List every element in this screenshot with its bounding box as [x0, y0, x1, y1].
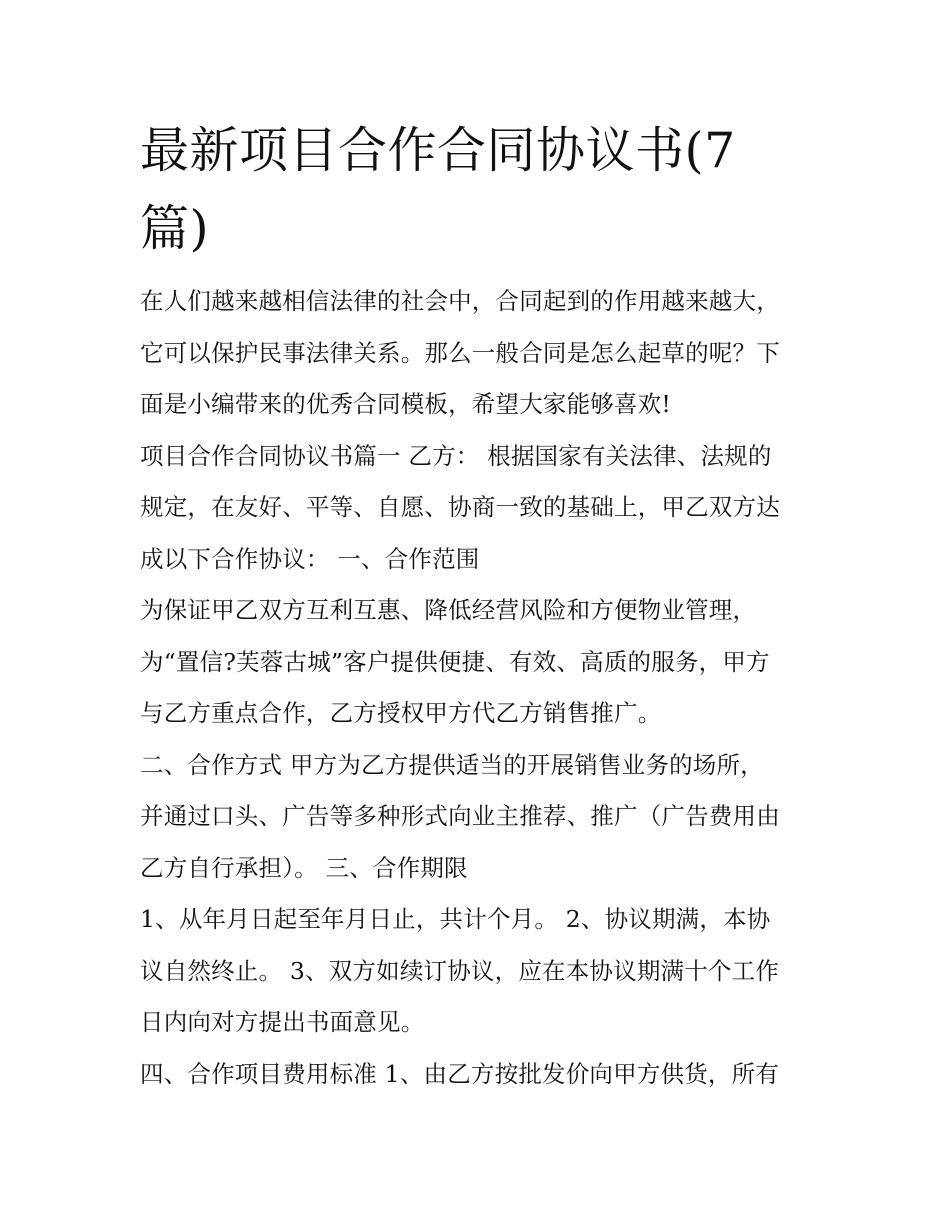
body-line: 1、从年月日起至年月日止，共计个月。 2、协议期满，本协 — [140, 905, 771, 933]
body-line: 在人们越来越相信法律的社会中，合同起到的作用越来越大， — [140, 287, 780, 315]
document-body — [140, 276, 820, 1100]
body-line: 四、合作项目费用标准 1、由乙方按批发价向甲方供货，所有 — [140, 1059, 780, 1088]
body-line: 二、合作方式 甲方为乙方提供适当的开展销售业务的场所， — [140, 750, 764, 779]
body-line: 日内向对方提出书面意见。 — [140, 1008, 425, 1036]
title-line-2: 篇) — [140, 200, 210, 257]
body-line: 成以下合作协议： 一、合作范围 — [140, 544, 480, 573]
body-line: 规定，在友好、平等、自愿、协商一致的基础上，甲乙双方达 — [140, 493, 780, 521]
body-line: 为保证甲乙双方互利互惠、降低经营风险和方便物业管理， — [140, 596, 757, 624]
document-title — [140, 112, 780, 268]
body-line: 议自然终止。 3、双方如续订协议，应在本协议期满十个工作 — [140, 956, 780, 985]
body-line: 乙方自行承担）。 三、合作期限 — [140, 853, 468, 882]
body-line: 项目合作合同协议书篇一 乙方： 根据国家有关法律、法规的 — [140, 441, 772, 470]
body-line: 面是小编带来的优秀合同模板，希望大家能够喜欢! — [140, 390, 672, 418]
body-line: 它可以保护民事法律关系。那么一般合同是怎么起草的呢？下 — [140, 338, 780, 367]
title-line-1: 最新项目合作合同协议书(7 — [140, 122, 736, 179]
body-line: 为“置信?芙蓉古城”客户提供便捷、有效、高质的服务，甲方 — [140, 647, 770, 676]
body-line: 并通过口头、广告等多种形式向业主推荐、推广（广告费用由 — [140, 802, 780, 830]
body-line: 与乙方重点合作，乙方授权甲方代乙方销售推广。 — [140, 699, 662, 727]
